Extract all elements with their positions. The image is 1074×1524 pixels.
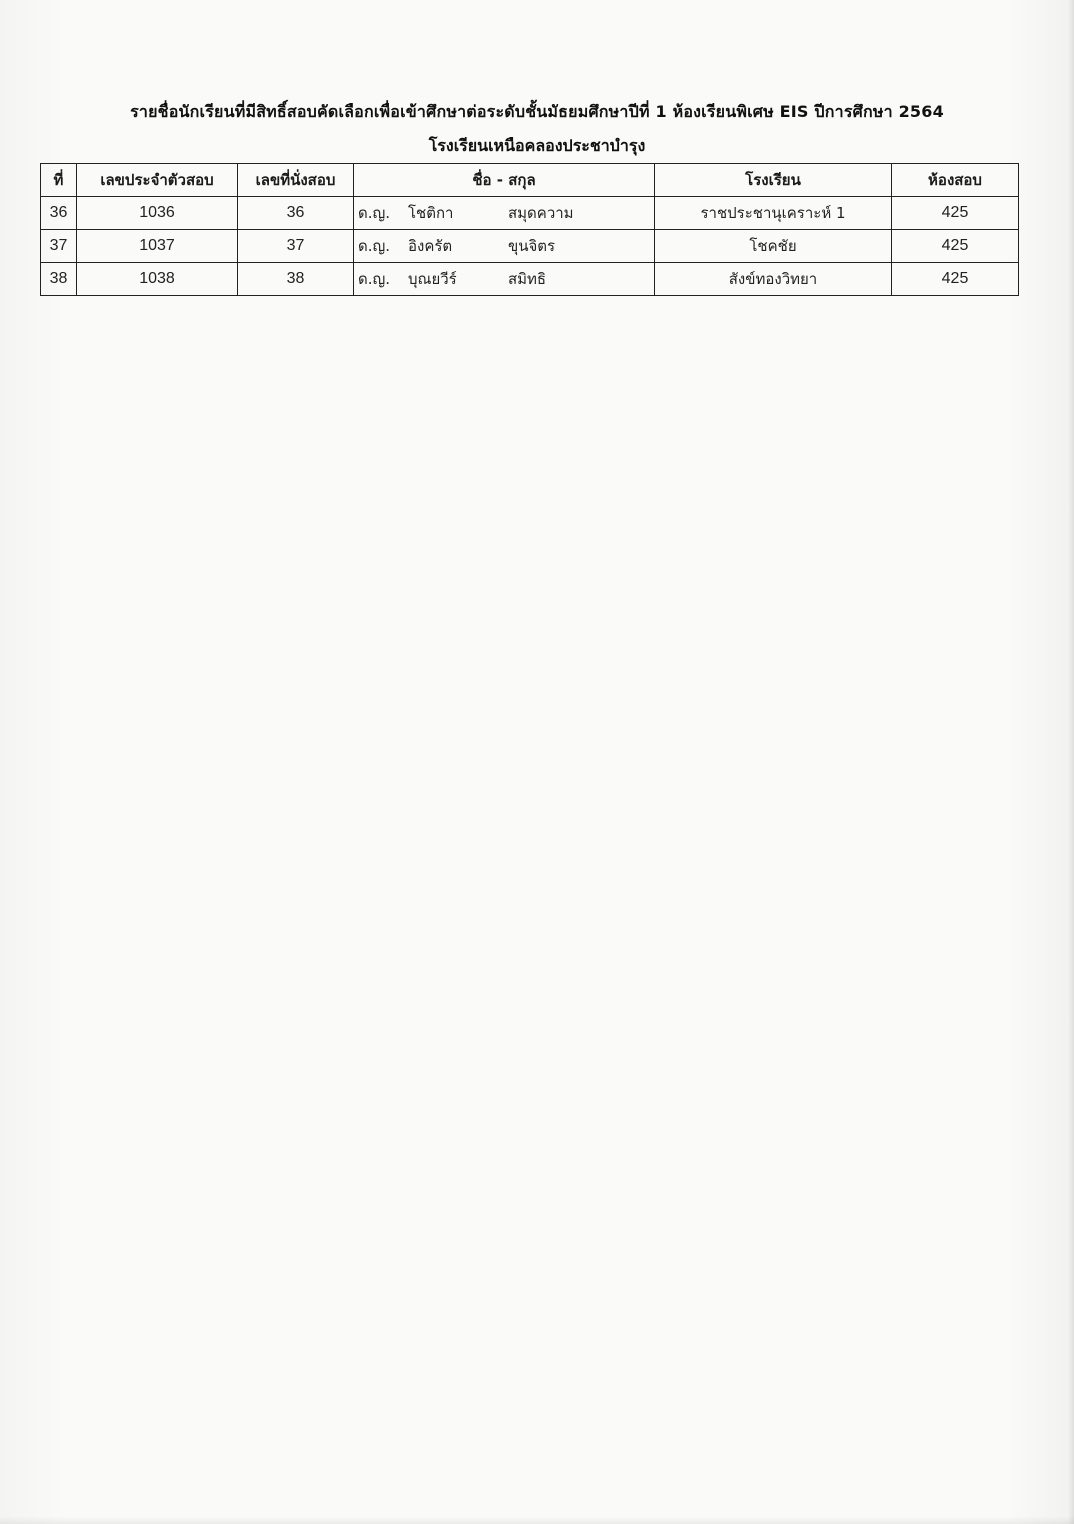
last-name: สมิทธิ (508, 270, 547, 288)
row-number: 36 (41, 197, 77, 230)
first-name: โชติกา (408, 204, 454, 222)
table-row (41, 230, 1019, 263)
page-edge-shadow (1068, 0, 1074, 1524)
table-row (41, 263, 1019, 296)
last-name: สมุดความ (508, 204, 574, 222)
student-name (354, 197, 655, 230)
student-name (354, 230, 655, 263)
exam-room: 425 (892, 230, 1019, 263)
row-number: 38 (41, 263, 77, 296)
name-prefix: ด.ญ. (358, 270, 391, 288)
school: โชคชัย (655, 230, 892, 263)
name-prefix: ด.ญ. (358, 237, 391, 255)
seat-number: 37 (238, 230, 354, 263)
seat-number: 36 (238, 197, 354, 230)
document-title: รายชื่อนักเรียนที่มีสิทธิ์สอบคัดเลือกเพื่อเข้าศึกษาต่อระดับชั้นมัธยมศึกษาปีที่ 1 ห้องเรียนพิเศษ EIS ปีการศึกษา 2564 (130, 102, 944, 121)
column-header-no: ที่ (41, 164, 77, 197)
table-row (41, 197, 1019, 230)
page-bottom-shadow (0, 1516, 1074, 1524)
school: สังข์ทองวิทยา (655, 263, 892, 296)
first-name: อิงครัต (408, 237, 453, 255)
column-header-exam-id: เลขประจำตัวสอบ (77, 164, 238, 197)
first-name: บุณยวีร์ (408, 270, 457, 288)
school: ราชประชานุเคราะห์ 1 (655, 197, 892, 230)
row-number: 37 (41, 230, 77, 263)
column-header-name: ชื่อ - สกุล (354, 164, 655, 197)
exam-id: 1037 (77, 230, 238, 263)
exam-room: 425 (892, 197, 1019, 230)
column-header-school: โรงเรียน (655, 164, 892, 197)
table-header-row (41, 164, 1019, 197)
school-name: โรงเรียนเหนือคลองประชาบำรุง (428, 136, 646, 155)
name-prefix: ด.ญ. (358, 204, 391, 222)
column-header-room: ห้องสอบ (892, 164, 1019, 197)
exam-id: 1038 (77, 263, 238, 296)
student-name (354, 263, 655, 296)
column-header-seat: เลขที่นั่งสอบ (238, 164, 354, 197)
last-name: ขุนจิตร (508, 237, 556, 255)
exam-id: 1036 (77, 197, 238, 230)
seat-number: 38 (238, 263, 354, 296)
exam-room: 425 (892, 263, 1019, 296)
candidate-table (40, 163, 1019, 296)
